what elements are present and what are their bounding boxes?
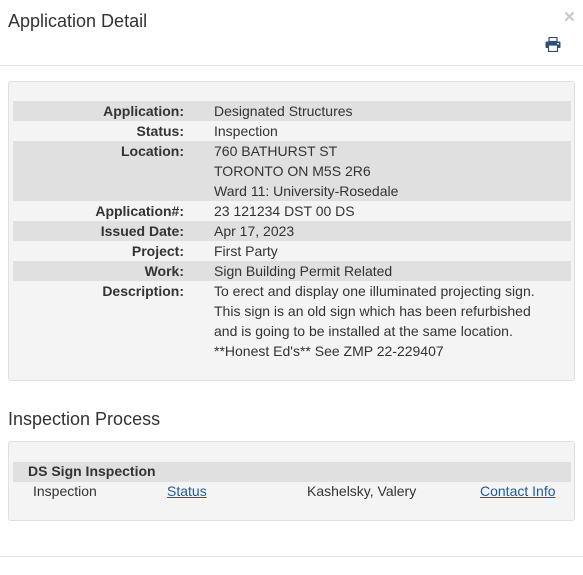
inspection-row [13, 482, 571, 502]
inspection-group-header [13, 462, 571, 482]
description-line: **Honest Ed's** See ZMP 22-229407 [214, 343, 444, 359]
description-value [214, 281, 571, 361]
description-line: This sign is an old sign which has been refurbished [214, 303, 531, 319]
location-ward: Ward 11: University-Rosedale [214, 183, 399, 199]
detail-row-issued-date [13, 221, 571, 241]
location-value [214, 141, 571, 201]
description-line: To erect and display one illuminated projecting sign. [214, 283, 535, 299]
inspection-type: Inspection [33, 483, 97, 499]
issued-date-label: Issued Date: [13, 221, 184, 241]
inspection-group-title: DS Sign Inspection [28, 463, 156, 479]
detail-row-application-number [13, 201, 571, 221]
status-label: Status: [136, 123, 184, 139]
contact-info-link[interactable]: Contact Info [480, 483, 556, 499]
issued-date-value: Apr 17, 2023 [214, 221, 571, 241]
application-label: Application: [13, 101, 184, 121]
close-button[interactable]: × [563, 7, 575, 28]
detail-row-description [13, 281, 571, 361]
application-number-value: 23 121234 DST 00 DS [214, 203, 355, 219]
status-value: Inspection [214, 123, 278, 139]
work-label: Work: [13, 261, 184, 281]
application-number-label: Application#: [95, 203, 184, 219]
modal-title: Application Detail [8, 11, 148, 31]
description-label: Description: [102, 283, 184, 299]
print-icon[interactable] [545, 37, 561, 52]
location-label: Location: [13, 141, 184, 201]
modal-footer-divider [0, 556, 583, 557]
inspection-process-panel [8, 441, 575, 521]
inspection-process-title: Inspection Process [8, 409, 161, 429]
detail-row-project [13, 241, 571, 261]
modal-header [0, 0, 583, 66]
project-value: First Party [214, 243, 278, 259]
description-line: and is going to be installed at the same location. [214, 323, 513, 339]
location-street: 760 BATHURST ST [214, 143, 338, 159]
project-label: Project: [131, 243, 184, 259]
work-value: Sign Building Permit Related [214, 261, 571, 281]
detail-row-work [13, 261, 571, 281]
detail-row-location [13, 141, 571, 201]
application-detail-panel [8, 81, 575, 381]
application-detail-table [13, 101, 571, 361]
application-value: Designated Structures [214, 101, 571, 121]
inspector-name: Kashelsky, Valery [307, 483, 417, 499]
location-city: TORONTO ON M5S 2R6 [214, 163, 371, 179]
status-link[interactable]: Status [167, 483, 207, 499]
detail-row-application [13, 101, 571, 121]
detail-row-status [13, 121, 571, 141]
